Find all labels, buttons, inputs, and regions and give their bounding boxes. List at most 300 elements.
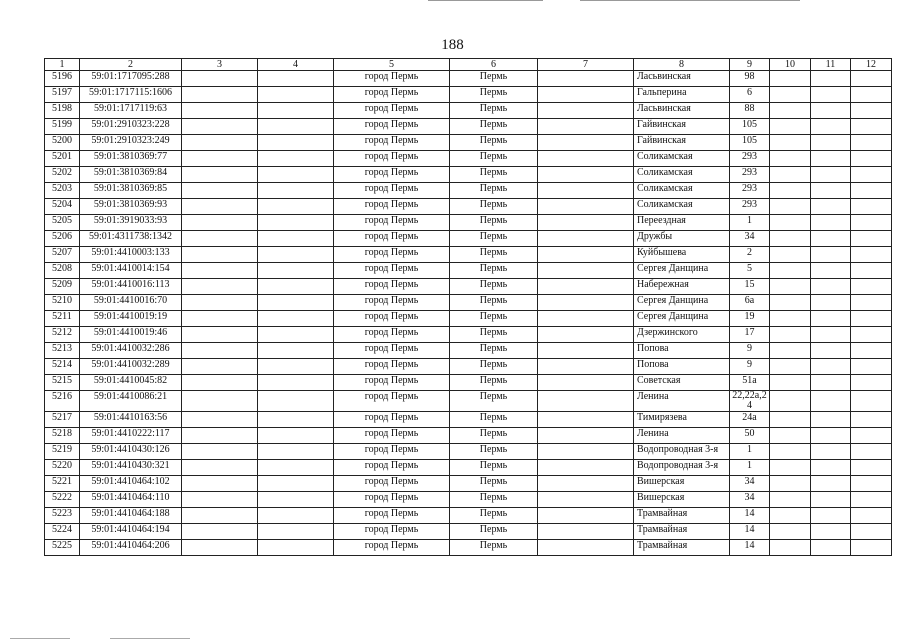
cell-col-11	[811, 135, 851, 151]
cell-locality: город Пермь	[334, 412, 450, 428]
cell-cadastral-number: 59:01:4410464:102	[80, 476, 182, 492]
cell-row-number: 5216	[45, 391, 80, 412]
cell-col-3	[182, 327, 258, 343]
cell-col-3	[182, 460, 258, 476]
cell-col-3	[182, 151, 258, 167]
cell-col-4	[258, 391, 334, 412]
cell-city: Пермь	[450, 476, 538, 492]
cell-house: 14	[730, 540, 770, 556]
cell-cadastral-number: 59:01:4410086:21	[80, 391, 182, 412]
cell-house: 17	[730, 327, 770, 343]
cell-city: Пермь	[450, 199, 538, 215]
cell-col-10	[770, 540, 811, 556]
cell-col-7	[538, 540, 634, 556]
cell-col-4	[258, 183, 334, 199]
cell-cadastral-number: 59:01:4410032:286	[80, 343, 182, 359]
cell-col-10	[770, 460, 811, 476]
cell-col-4	[258, 359, 334, 375]
cell-row-number: 5221	[45, 476, 80, 492]
column-header: 4	[258, 59, 334, 71]
bottom-rule-left	[10, 638, 70, 639]
cell-col-3	[182, 375, 258, 391]
table-row	[45, 263, 892, 279]
cell-city: Пермь	[450, 167, 538, 183]
table-row	[45, 428, 892, 444]
cell-house: 24а	[730, 412, 770, 428]
cell-col-3	[182, 183, 258, 199]
cell-street: Водопроводная 3-я	[634, 460, 730, 476]
cell-col-11	[811, 199, 851, 215]
cell-col-10	[770, 135, 811, 151]
cell-house: 14	[730, 508, 770, 524]
cell-col-12	[851, 311, 892, 327]
cell-house: 50	[730, 428, 770, 444]
column-header: 2	[80, 59, 182, 71]
cell-col-7	[538, 215, 634, 231]
cell-col-4	[258, 231, 334, 247]
cell-locality: город Пермь	[334, 508, 450, 524]
cell-locality: город Пермь	[334, 167, 450, 183]
cell-col-4	[258, 444, 334, 460]
cell-col-11	[811, 375, 851, 391]
cell-col-4	[258, 327, 334, 343]
cell-street: Вишерская	[634, 476, 730, 492]
cell-cadastral-number: 59:01:4410019:46	[80, 327, 182, 343]
cell-col-4	[258, 263, 334, 279]
cell-locality: город Пермь	[334, 359, 450, 375]
cell-locality: город Пермь	[334, 540, 450, 556]
cell-col-3	[182, 119, 258, 135]
cell-col-10	[770, 247, 811, 263]
cell-col-4	[258, 524, 334, 540]
cell-house: 34	[730, 492, 770, 508]
cell-col-11	[811, 183, 851, 199]
cell-col-4	[258, 135, 334, 151]
cell-street: Трамвайная	[634, 524, 730, 540]
table-row	[45, 540, 892, 556]
cell-col-11	[811, 492, 851, 508]
cell-cadastral-number: 59:01:4410464:206	[80, 540, 182, 556]
cell-col-3	[182, 444, 258, 460]
cell-col-11	[811, 215, 851, 231]
cell-col-10	[770, 343, 811, 359]
cell-house: 51а	[730, 375, 770, 391]
cell-cadastral-number: 59:01:4410430:126	[80, 444, 182, 460]
cell-col-3	[182, 359, 258, 375]
cell-col-12	[851, 343, 892, 359]
cell-cadastral-number: 59:01:4410464:194	[80, 524, 182, 540]
cell-col-12	[851, 119, 892, 135]
cell-col-3	[182, 199, 258, 215]
cell-col-3	[182, 391, 258, 412]
cell-col-4	[258, 295, 334, 311]
cell-col-11	[811, 263, 851, 279]
table-row	[45, 343, 892, 359]
cell-cadastral-number: 59:01:4410003:133	[80, 247, 182, 263]
cell-col-12	[851, 476, 892, 492]
registry-table	[44, 58, 892, 556]
column-header: 7	[538, 59, 634, 71]
cell-cadastral-number: 59:01:4410430:321	[80, 460, 182, 476]
table-row	[45, 412, 892, 428]
top-rule-left	[428, 0, 543, 1]
cell-col-10	[770, 524, 811, 540]
cell-row-number: 5197	[45, 87, 80, 103]
cell-col-4	[258, 247, 334, 263]
cell-street: Соликамская	[634, 183, 730, 199]
cell-col-10	[770, 311, 811, 327]
cell-col-3	[182, 247, 258, 263]
cell-street: Дружбы	[634, 231, 730, 247]
cell-cadastral-number: 59:01:2910323:228	[80, 119, 182, 135]
cell-col-3	[182, 508, 258, 524]
cell-col-10	[770, 167, 811, 183]
cell-col-3	[182, 524, 258, 540]
cell-col-7	[538, 199, 634, 215]
cell-locality: город Пермь	[334, 444, 450, 460]
cell-street: Гальперина	[634, 87, 730, 103]
cell-house: 1	[730, 460, 770, 476]
cell-locality: город Пермь	[334, 476, 450, 492]
cell-col-7	[538, 247, 634, 263]
cell-col-10	[770, 103, 811, 119]
cell-col-3	[182, 231, 258, 247]
cell-col-3	[182, 103, 258, 119]
table-row	[45, 87, 892, 103]
table-row	[45, 151, 892, 167]
cell-col-10	[770, 119, 811, 135]
cell-col-10	[770, 412, 811, 428]
cell-col-12	[851, 375, 892, 391]
cell-city: Пермь	[450, 119, 538, 135]
cell-col-10	[770, 508, 811, 524]
cell-col-7	[538, 231, 634, 247]
cell-city: Пермь	[450, 343, 538, 359]
cell-col-10	[770, 71, 811, 87]
table-row	[45, 119, 892, 135]
table-row	[45, 311, 892, 327]
cell-locality: город Пермь	[334, 247, 450, 263]
cell-col-12	[851, 327, 892, 343]
cell-row-number: 5204	[45, 199, 80, 215]
cell-house: 14	[730, 524, 770, 540]
cell-city: Пермь	[450, 359, 538, 375]
cell-cadastral-number: 59:01:4410016:113	[80, 279, 182, 295]
cell-locality: город Пермь	[334, 231, 450, 247]
cell-col-11	[811, 428, 851, 444]
cell-locality: город Пермь	[334, 71, 450, 87]
cell-cadastral-number: 59:01:4410014:154	[80, 263, 182, 279]
cell-col-3	[182, 428, 258, 444]
cell-col-11	[811, 391, 851, 412]
cell-locality: город Пермь	[334, 183, 450, 199]
cell-row-number: 5220	[45, 460, 80, 476]
cell-house: 15	[730, 279, 770, 295]
cell-row-number: 5219	[45, 444, 80, 460]
cell-col-12	[851, 215, 892, 231]
cell-city: Пермь	[450, 375, 538, 391]
cell-col-7	[538, 263, 634, 279]
cell-cadastral-number: 59:01:1717119:63	[80, 103, 182, 119]
cell-col-11	[811, 476, 851, 492]
table-row	[45, 231, 892, 247]
cell-col-4	[258, 428, 334, 444]
cell-col-11	[811, 87, 851, 103]
cell-house: 19	[730, 311, 770, 327]
cell-col-11	[811, 279, 851, 295]
cell-col-11	[811, 231, 851, 247]
cell-locality: город Пермь	[334, 428, 450, 444]
cell-col-12	[851, 508, 892, 524]
cell-house: 9	[730, 343, 770, 359]
cell-cadastral-number: 59:01:3810369:77	[80, 151, 182, 167]
column-header: 11	[811, 59, 851, 71]
cell-street: Тимирязева	[634, 412, 730, 428]
column-header: 5	[334, 59, 450, 71]
cell-col-10	[770, 199, 811, 215]
cell-house: 2	[730, 247, 770, 263]
cell-street: Гайвинская	[634, 119, 730, 135]
cell-col-11	[811, 508, 851, 524]
table-row	[45, 524, 892, 540]
table-row	[45, 183, 892, 199]
cell-street: Водопроводная 3-я	[634, 444, 730, 460]
cell-col-7	[538, 343, 634, 359]
cell-row-number: 5207	[45, 247, 80, 263]
cell-col-7	[538, 460, 634, 476]
cell-row-number: 5200	[45, 135, 80, 151]
cell-locality: город Пермь	[334, 215, 450, 231]
cell-col-4	[258, 375, 334, 391]
cell-col-11	[811, 311, 851, 327]
cell-col-11	[811, 343, 851, 359]
column-header: 1	[45, 59, 80, 71]
cell-col-3	[182, 263, 258, 279]
cell-cadastral-number: 59:01:3810369:84	[80, 167, 182, 183]
table-row	[45, 167, 892, 183]
cell-col-3	[182, 476, 258, 492]
cell-col-4	[258, 492, 334, 508]
cell-col-4	[258, 151, 334, 167]
cell-col-11	[811, 359, 851, 375]
cell-row-number: 5213	[45, 343, 80, 359]
cell-col-4	[258, 71, 334, 87]
cell-row-number: 5205	[45, 215, 80, 231]
cell-street: Ленина	[634, 428, 730, 444]
cell-col-3	[182, 135, 258, 151]
cell-cadastral-number: 59:01:3810369:93	[80, 199, 182, 215]
cell-col-7	[538, 311, 634, 327]
cell-city: Пермь	[450, 279, 538, 295]
cell-col-12	[851, 183, 892, 199]
table-row	[45, 492, 892, 508]
cell-street: Переездная	[634, 215, 730, 231]
cell-col-12	[851, 295, 892, 311]
cell-city: Пермь	[450, 71, 538, 87]
cell-col-12	[851, 412, 892, 428]
cell-col-11	[811, 295, 851, 311]
cell-locality: город Пермь	[334, 103, 450, 119]
column-header: 8	[634, 59, 730, 71]
cell-street: Сергея Данщина	[634, 311, 730, 327]
table-row	[45, 359, 892, 375]
cell-col-11	[811, 247, 851, 263]
table-row	[45, 71, 892, 87]
cell-row-number: 5209	[45, 279, 80, 295]
cell-col-3	[182, 492, 258, 508]
cell-col-12	[851, 263, 892, 279]
cell-cadastral-number: 59:01:4410019:19	[80, 311, 182, 327]
cell-city: Пермь	[450, 524, 538, 540]
cell-col-7	[538, 87, 634, 103]
cell-street: Вишерская	[634, 492, 730, 508]
table-row	[45, 375, 892, 391]
cell-col-11	[811, 167, 851, 183]
cell-city: Пермь	[450, 263, 538, 279]
cell-col-12	[851, 151, 892, 167]
column-header: 9	[730, 59, 770, 71]
cell-street: Ленина	[634, 391, 730, 412]
cell-col-7	[538, 412, 634, 428]
cell-col-3	[182, 540, 258, 556]
cell-col-12	[851, 231, 892, 247]
cell-col-3	[182, 311, 258, 327]
cell-city: Пермь	[450, 428, 538, 444]
cell-city: Пермь	[450, 295, 538, 311]
cell-col-12	[851, 71, 892, 87]
cell-cadastral-number: 59:01:4410032:289	[80, 359, 182, 375]
cell-row-number: 5225	[45, 540, 80, 556]
table-row	[45, 327, 892, 343]
cell-col-11	[811, 540, 851, 556]
cell-col-7	[538, 327, 634, 343]
cell-col-10	[770, 183, 811, 199]
table-row	[45, 460, 892, 476]
page-number: 188	[441, 37, 464, 53]
cell-locality: город Пермь	[334, 524, 450, 540]
cell-cadastral-number: 59:01:1717095:288	[80, 71, 182, 87]
cell-col-7	[538, 119, 634, 135]
cell-city: Пермь	[450, 103, 538, 119]
cell-col-12	[851, 460, 892, 476]
cell-col-12	[851, 199, 892, 215]
cell-col-7	[538, 279, 634, 295]
cell-locality: город Пермь	[334, 391, 450, 412]
cell-col-11	[811, 524, 851, 540]
cell-col-12	[851, 87, 892, 103]
cell-street: Соликамская	[634, 199, 730, 215]
cell-col-3	[182, 71, 258, 87]
cell-col-10	[770, 492, 811, 508]
cell-street: Соликамская	[634, 167, 730, 183]
cell-row-number: 5217	[45, 412, 80, 428]
bottom-rule-mid	[110, 638, 190, 639]
cell-city: Пермь	[450, 135, 538, 151]
cell-col-12	[851, 135, 892, 151]
cell-city: Пермь	[450, 247, 538, 263]
cell-col-3	[182, 412, 258, 428]
cell-house: 293	[730, 151, 770, 167]
cell-row-number: 5203	[45, 183, 80, 199]
cell-city: Пермь	[450, 87, 538, 103]
cell-col-7	[538, 508, 634, 524]
cell-street: Сергея Данщина	[634, 295, 730, 311]
cell-house: 5	[730, 263, 770, 279]
cell-col-12	[851, 359, 892, 375]
cell-cadastral-number: 59:01:4410222:117	[80, 428, 182, 444]
table-row	[45, 103, 892, 119]
cell-cadastral-number: 59:01:4410464:110	[80, 492, 182, 508]
cell-col-10	[770, 359, 811, 375]
cell-col-4	[258, 412, 334, 428]
cell-col-10	[770, 263, 811, 279]
column-header: 10	[770, 59, 811, 71]
cell-row-number: 5223	[45, 508, 80, 524]
table-row	[45, 476, 892, 492]
cell-house: 293	[730, 167, 770, 183]
cell-col-4	[258, 460, 334, 476]
cell-house: 98	[730, 71, 770, 87]
cell-col-7	[538, 103, 634, 119]
cell-col-4	[258, 476, 334, 492]
table-row	[45, 247, 892, 263]
cell-house: 105	[730, 135, 770, 151]
cell-locality: город Пермь	[334, 311, 450, 327]
cell-cadastral-number: 59:01:2910323:249	[80, 135, 182, 151]
cell-house: 105	[730, 119, 770, 135]
cell-col-10	[770, 444, 811, 460]
cell-street: Трамвайная	[634, 508, 730, 524]
cell-col-10	[770, 476, 811, 492]
table-row	[45, 444, 892, 460]
cell-house: 34	[730, 476, 770, 492]
cell-cadastral-number: 59:01:4410464:188	[80, 508, 182, 524]
cell-col-11	[811, 460, 851, 476]
cell-street: Ласьвинская	[634, 71, 730, 87]
cell-house: 293	[730, 183, 770, 199]
cell-col-12	[851, 167, 892, 183]
cell-col-7	[538, 71, 634, 87]
cell-col-11	[811, 151, 851, 167]
cell-col-12	[851, 524, 892, 540]
cell-house: 293	[730, 199, 770, 215]
cell-row-number: 5196	[45, 71, 80, 87]
cell-col-11	[811, 327, 851, 343]
cell-col-10	[770, 375, 811, 391]
cell-row-number: 5214	[45, 359, 80, 375]
cell-house: 34	[730, 231, 770, 247]
cell-col-4	[258, 540, 334, 556]
cell-street: Соликамская	[634, 151, 730, 167]
cell-col-10	[770, 231, 811, 247]
cell-col-10	[770, 279, 811, 295]
cell-locality: город Пермь	[334, 119, 450, 135]
table-row	[45, 199, 892, 215]
cell-row-number: 5218	[45, 428, 80, 444]
cell-city: Пермь	[450, 215, 538, 231]
cell-col-7	[538, 359, 634, 375]
cell-street: Сергея Данщина	[634, 263, 730, 279]
cell-col-7	[538, 444, 634, 460]
cell-locality: город Пермь	[334, 492, 450, 508]
cell-col-4	[258, 343, 334, 359]
cell-street: Дзержинского	[634, 327, 730, 343]
cell-cadastral-number: 59:01:1717115:1606	[80, 87, 182, 103]
cell-col-10	[770, 295, 811, 311]
cell-col-7	[538, 476, 634, 492]
cell-city: Пермь	[450, 327, 538, 343]
cell-col-3	[182, 215, 258, 231]
